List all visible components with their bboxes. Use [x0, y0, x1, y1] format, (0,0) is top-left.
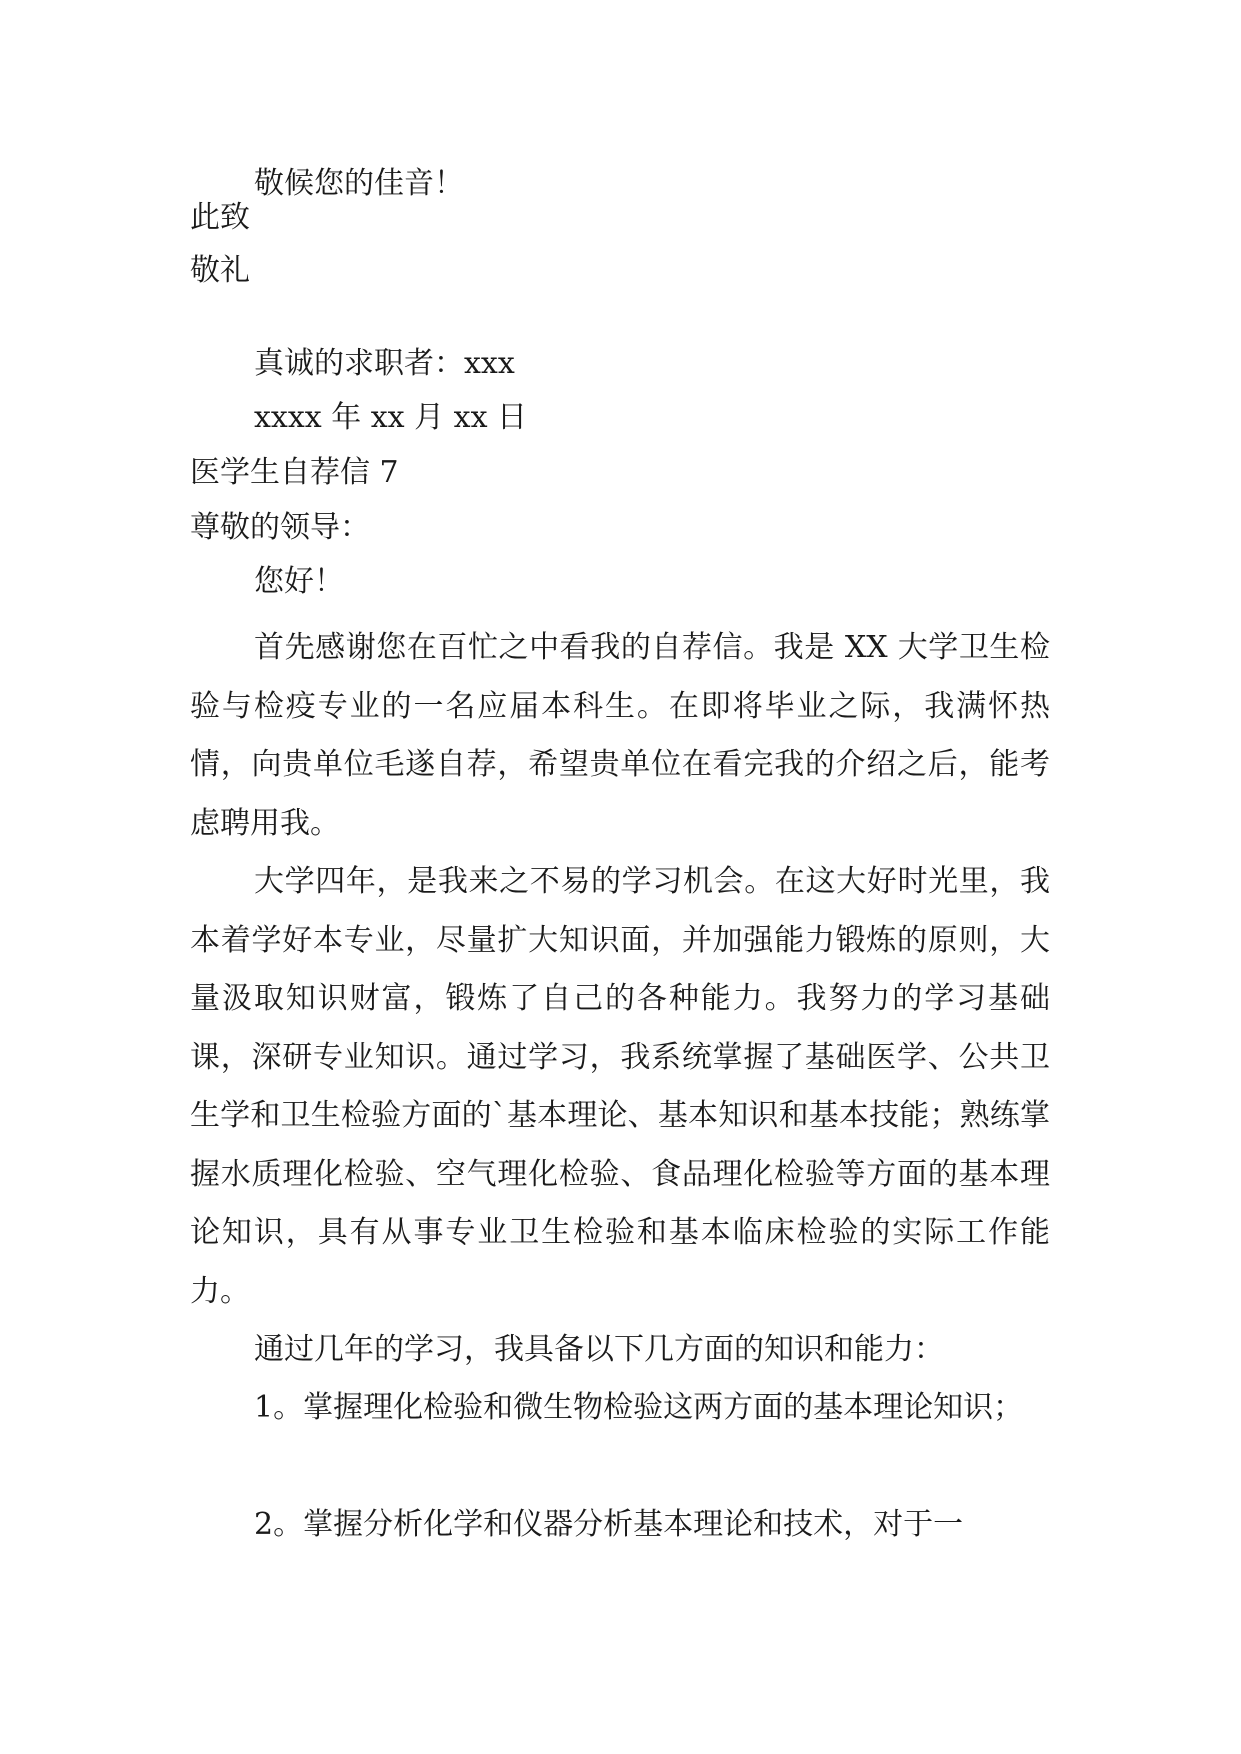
salutation-line-2: 敬礼	[190, 253, 250, 288]
section-title: 医学生自荐信 7	[190, 455, 399, 490]
list-item: 2。掌握分析化学和仪器分析基本理论和技术，对于一	[254, 1507, 964, 1542]
greeting: 尊敬的领导：	[190, 510, 370, 545]
salutation-line-1: 此致	[190, 200, 250, 235]
paragraph-intro: 首先感谢您在百忙之中看我的自荐信。我是 XX 大学卫生检验与检疫专业的一名应届本科生。在即将毕业之际，我满怀热情，向贵单位毛遂自荐，希望贵单位在看完我的介绍之后，能考虑聘用我。	[190, 630, 1050, 841]
list-item: 1。掌握理化检验和微生物检验这两方面的基本理论知识；	[254, 1390, 1024, 1425]
signature: 真诚的求职者：xxx	[254, 346, 515, 381]
paragraph-abilities-intro: 通过几年的学习，我具备以下几方面的知识和能力：	[254, 1332, 944, 1367]
paragraph-study: 大学四年，是我来之不易的学习机会。在这大好时光里，我本着学好本专业，尽量扩大知识面，并加强能力锻炼的原则，大量汲取知识财富，锻炼了自己的各种能力。我努力的学习基础课，深研专业知识。通过学习，我系统掌握了基础医学、公共卫生学和卫生检验方面的`基本理论、基本知识和基本技能；熟练掌握水质理化检验、空气理化检验、食品理化检验等方面的基本理论知识，具有从事专业卫生检验和基本临床检验的实际工作能力。	[190, 864, 1050, 1309]
closing-wish: 敬候您的佳音！	[254, 166, 464, 201]
hello-line: 您好！	[254, 564, 344, 599]
date: xxxx 年 xx 月 xx 日	[254, 400, 528, 435]
